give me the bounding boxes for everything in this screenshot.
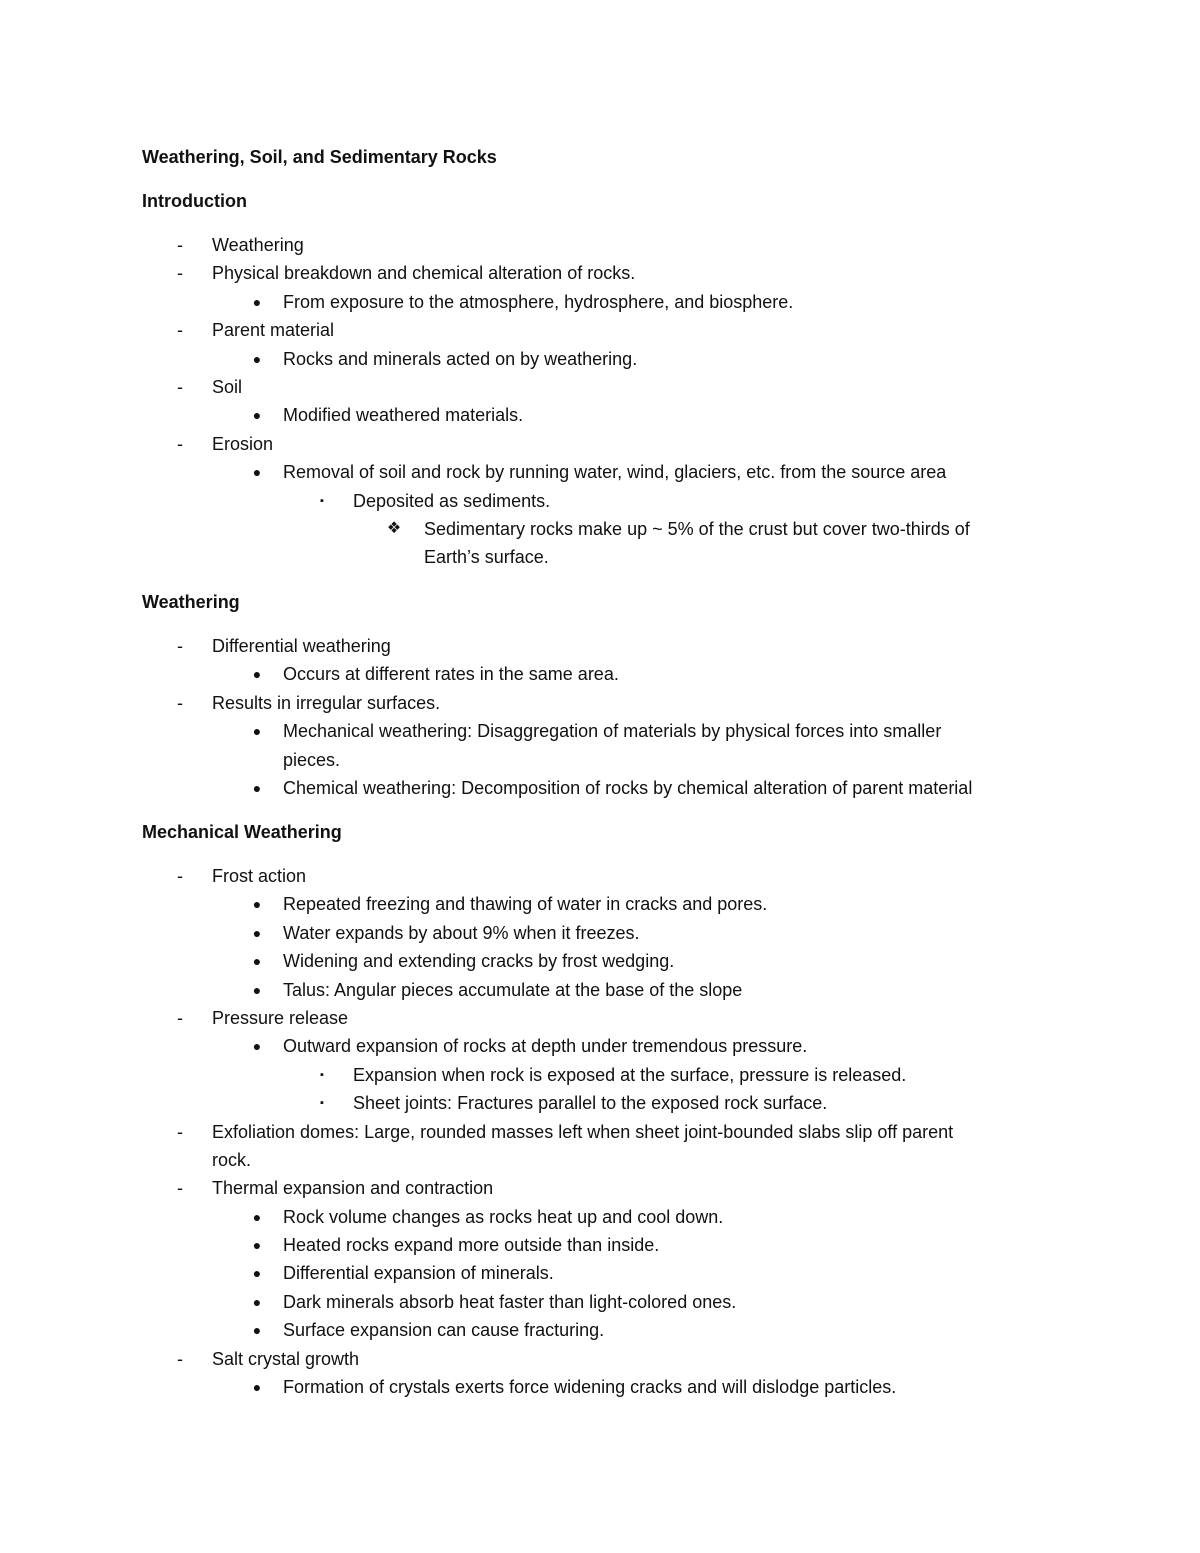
list-item-text: rock. bbox=[212, 1149, 252, 1170]
list-item-level-2 bbox=[0, 1288, 1200, 1316]
dash-marker: - bbox=[177, 320, 183, 341]
list-item-level-2 bbox=[0, 1316, 1200, 1344]
list-item-level-1 bbox=[0, 689, 1200, 717]
list-item-level-2 bbox=[0, 717, 1200, 745]
dash-marker: - bbox=[177, 1178, 183, 1199]
list-item-text: Differential weathering bbox=[212, 636, 391, 656]
dash-marker: - bbox=[177, 1007, 183, 1028]
list-item-text: Chemical weathering: Decomposition of rocks by chemical alteration of parent material bbox=[283, 777, 973, 798]
bullet-icon: ● bbox=[252, 1038, 262, 1055]
list-item-level-3 bbox=[0, 487, 1200, 515]
section-heading: Introduction bbox=[142, 191, 247, 211]
list-item-text: Occurs at different rates in the same area. bbox=[283, 664, 619, 685]
dash-marker: - bbox=[177, 1121, 183, 1142]
dash-marker: - bbox=[177, 866, 183, 886]
list-item-text: Deposited as sediments. bbox=[353, 490, 551, 511]
list-item-text: pieces. bbox=[283, 749, 341, 770]
bullet-icon: ● bbox=[252, 1237, 262, 1254]
list-item-level-1 bbox=[0, 1174, 1200, 1202]
bullet-icon: ● bbox=[252, 723, 262, 740]
diamond-bullet-icon: ❖ bbox=[386, 519, 402, 537]
list-item-text: Water expands by about 9% when it freezes. bbox=[283, 922, 640, 943]
list-item-text: Widening and extending cracks by frost wedging. bbox=[283, 951, 675, 972]
section-heading: Mechanical Weathering bbox=[142, 822, 342, 842]
list-item-level-2 bbox=[0, 947, 1200, 975]
dash-marker: - bbox=[177, 692, 183, 713]
list-item-level-4 bbox=[0, 515, 1200, 543]
list-item-text: Soil bbox=[212, 376, 243, 397]
list-item-text: Parent material bbox=[212, 320, 335, 341]
dash-marker: - bbox=[177, 235, 183, 255]
square-bullet-icon: ▪ bbox=[320, 1097, 324, 1110]
list-item-text: From exposure to the atmosphere, hydrosphere, and biosphere. bbox=[283, 291, 794, 312]
list-item-text: Thermal expansion and contraction bbox=[212, 1178, 494, 1199]
list-item-level-1 bbox=[0, 231, 1200, 259]
list-item-level-1 bbox=[0, 1004, 1200, 1032]
list-item-text: Formation of crystals exerts force widening cracks and will dislodge particles. bbox=[283, 1377, 897, 1398]
square-bullet-icon: ▪ bbox=[320, 1068, 324, 1081]
bullet-icon: ● bbox=[252, 666, 262, 683]
dash-marker: - bbox=[177, 636, 183, 656]
bullet-icon: ● bbox=[252, 896, 262, 913]
list-item-text: Erosion bbox=[212, 433, 274, 454]
section-heading: Weathering bbox=[142, 592, 240, 612]
list-item-text: Weathering bbox=[212, 235, 304, 255]
list-item-text: Earth’s surface. bbox=[424, 547, 549, 568]
list-item-level-1 bbox=[0, 1345, 1200, 1373]
bullet-icon: ● bbox=[252, 1379, 262, 1396]
list-item-text: Repeated freezing and thawing of water in cracks and pores. bbox=[283, 894, 768, 915]
list-item-level-1 bbox=[0, 1118, 1200, 1146]
list-item-text: Removal of soil and rock by running water, wind, glaciers, etc. from the source area bbox=[283, 462, 947, 483]
bullet-icon: ● bbox=[252, 1293, 262, 1310]
list-item-level-1 bbox=[0, 259, 1200, 287]
list-item-text: Outward expansion of rocks at depth under tremendous pressure. bbox=[283, 1036, 808, 1057]
list-item-level-2 bbox=[0, 401, 1200, 429]
bullet-icon: ● bbox=[252, 293, 262, 310]
list-item-continuation bbox=[0, 1146, 1200, 1174]
list-item-level-2 bbox=[0, 1259, 1200, 1287]
bullet-icon: ● bbox=[252, 981, 262, 998]
list-item-level-2 bbox=[0, 1373, 1200, 1401]
list-item-text: Frost action bbox=[212, 866, 307, 886]
list-item-text: Exfoliation domes: Large, rounded masses left when sheet joint-bounded slabs slip off parent bbox=[212, 1121, 954, 1142]
list-item-text: Modified weathered materials. bbox=[283, 405, 524, 426]
section-list bbox=[0, 862, 1200, 1401]
list-item-level-2 bbox=[0, 1231, 1200, 1259]
list-item-level-1 bbox=[0, 316, 1200, 344]
bullet-icon: ● bbox=[252, 779, 262, 796]
list-item-level-2 bbox=[0, 919, 1200, 947]
bullet-icon: ● bbox=[252, 1322, 262, 1339]
list-item-text: Physical breakdown and chemical alteration of rocks. bbox=[212, 263, 636, 284]
list-item-level-2 bbox=[0, 890, 1200, 918]
list-item-level-1 bbox=[0, 862, 1200, 890]
list-item-continuation bbox=[0, 746, 1200, 774]
list-item-text: Sheet joints: Fractures parallel to the exposed rock surface. bbox=[353, 1093, 828, 1114]
bullet-icon: ● bbox=[252, 924, 262, 941]
list-item-level-2 bbox=[0, 1032, 1200, 1060]
list-item-level-2 bbox=[0, 458, 1200, 486]
list-item-level-1 bbox=[0, 373, 1200, 401]
list-item-text: Pressure release bbox=[212, 1007, 349, 1028]
list-item-text: Expansion when rock is exposed at the surface, pressure is released. bbox=[353, 1064, 907, 1085]
square-bullet-icon: ▪ bbox=[320, 494, 324, 507]
list-item-text: Rock volume changes as rocks heat up and cool down. bbox=[283, 1206, 724, 1227]
dash-marker: - bbox=[177, 433, 183, 454]
list-item-level-2 bbox=[0, 774, 1200, 802]
list-item-text: Differential expansion of minerals. bbox=[283, 1263, 554, 1284]
list-item-level-2 bbox=[0, 976, 1200, 1004]
list-item-text: Rocks and minerals acted on by weathering. bbox=[283, 348, 638, 369]
list-item-text: Salt crystal growth bbox=[212, 1348, 360, 1369]
list-item-level-3 bbox=[0, 1061, 1200, 1089]
list-item-level-2 bbox=[0, 345, 1200, 373]
bullet-icon: ● bbox=[252, 407, 262, 424]
list-item-level-2 bbox=[0, 660, 1200, 688]
list-item-text: Mechanical weathering: Disaggregation of materials by physical forces into smaller bbox=[283, 721, 942, 742]
bullet-icon: ● bbox=[252, 1265, 262, 1282]
dash-marker: - bbox=[177, 1348, 183, 1369]
list-item-text: Sedimentary rocks make up ~ 5% of the crust but cover two-thirds of bbox=[424, 518, 970, 539]
list-item-text: Heated rocks expand more outside than inside. bbox=[283, 1235, 660, 1256]
list-item-text: Results in irregular surfaces. bbox=[212, 692, 441, 713]
section-list bbox=[0, 632, 1200, 802]
bullet-icon: ● bbox=[252, 350, 262, 367]
list-item-level-1 bbox=[0, 430, 1200, 458]
bullet-icon: ● bbox=[252, 953, 262, 970]
list-item-continuation bbox=[0, 543, 1200, 571]
list-item-level-3 bbox=[0, 1089, 1200, 1117]
dash-marker: - bbox=[177, 376, 183, 397]
list-item-level-2 bbox=[0, 288, 1200, 316]
dash-marker: - bbox=[177, 263, 183, 284]
section-list bbox=[0, 231, 1200, 572]
list-item-text: Talus: Angular pieces accumulate at the base of the slope bbox=[283, 979, 743, 1000]
bullet-icon: ● bbox=[252, 464, 262, 481]
list-item-level-1 bbox=[0, 632, 1200, 660]
list-item-text: Dark minerals absorb heat faster than light-colored ones. bbox=[283, 1291, 737, 1312]
list-item-level-2 bbox=[0, 1203, 1200, 1231]
document-title: Weathering, Soil, and Sedimentary Rocks bbox=[142, 147, 497, 167]
bullet-icon: ● bbox=[252, 1208, 262, 1225]
list-item-text: Surface expansion can cause fracturing. bbox=[283, 1320, 605, 1341]
